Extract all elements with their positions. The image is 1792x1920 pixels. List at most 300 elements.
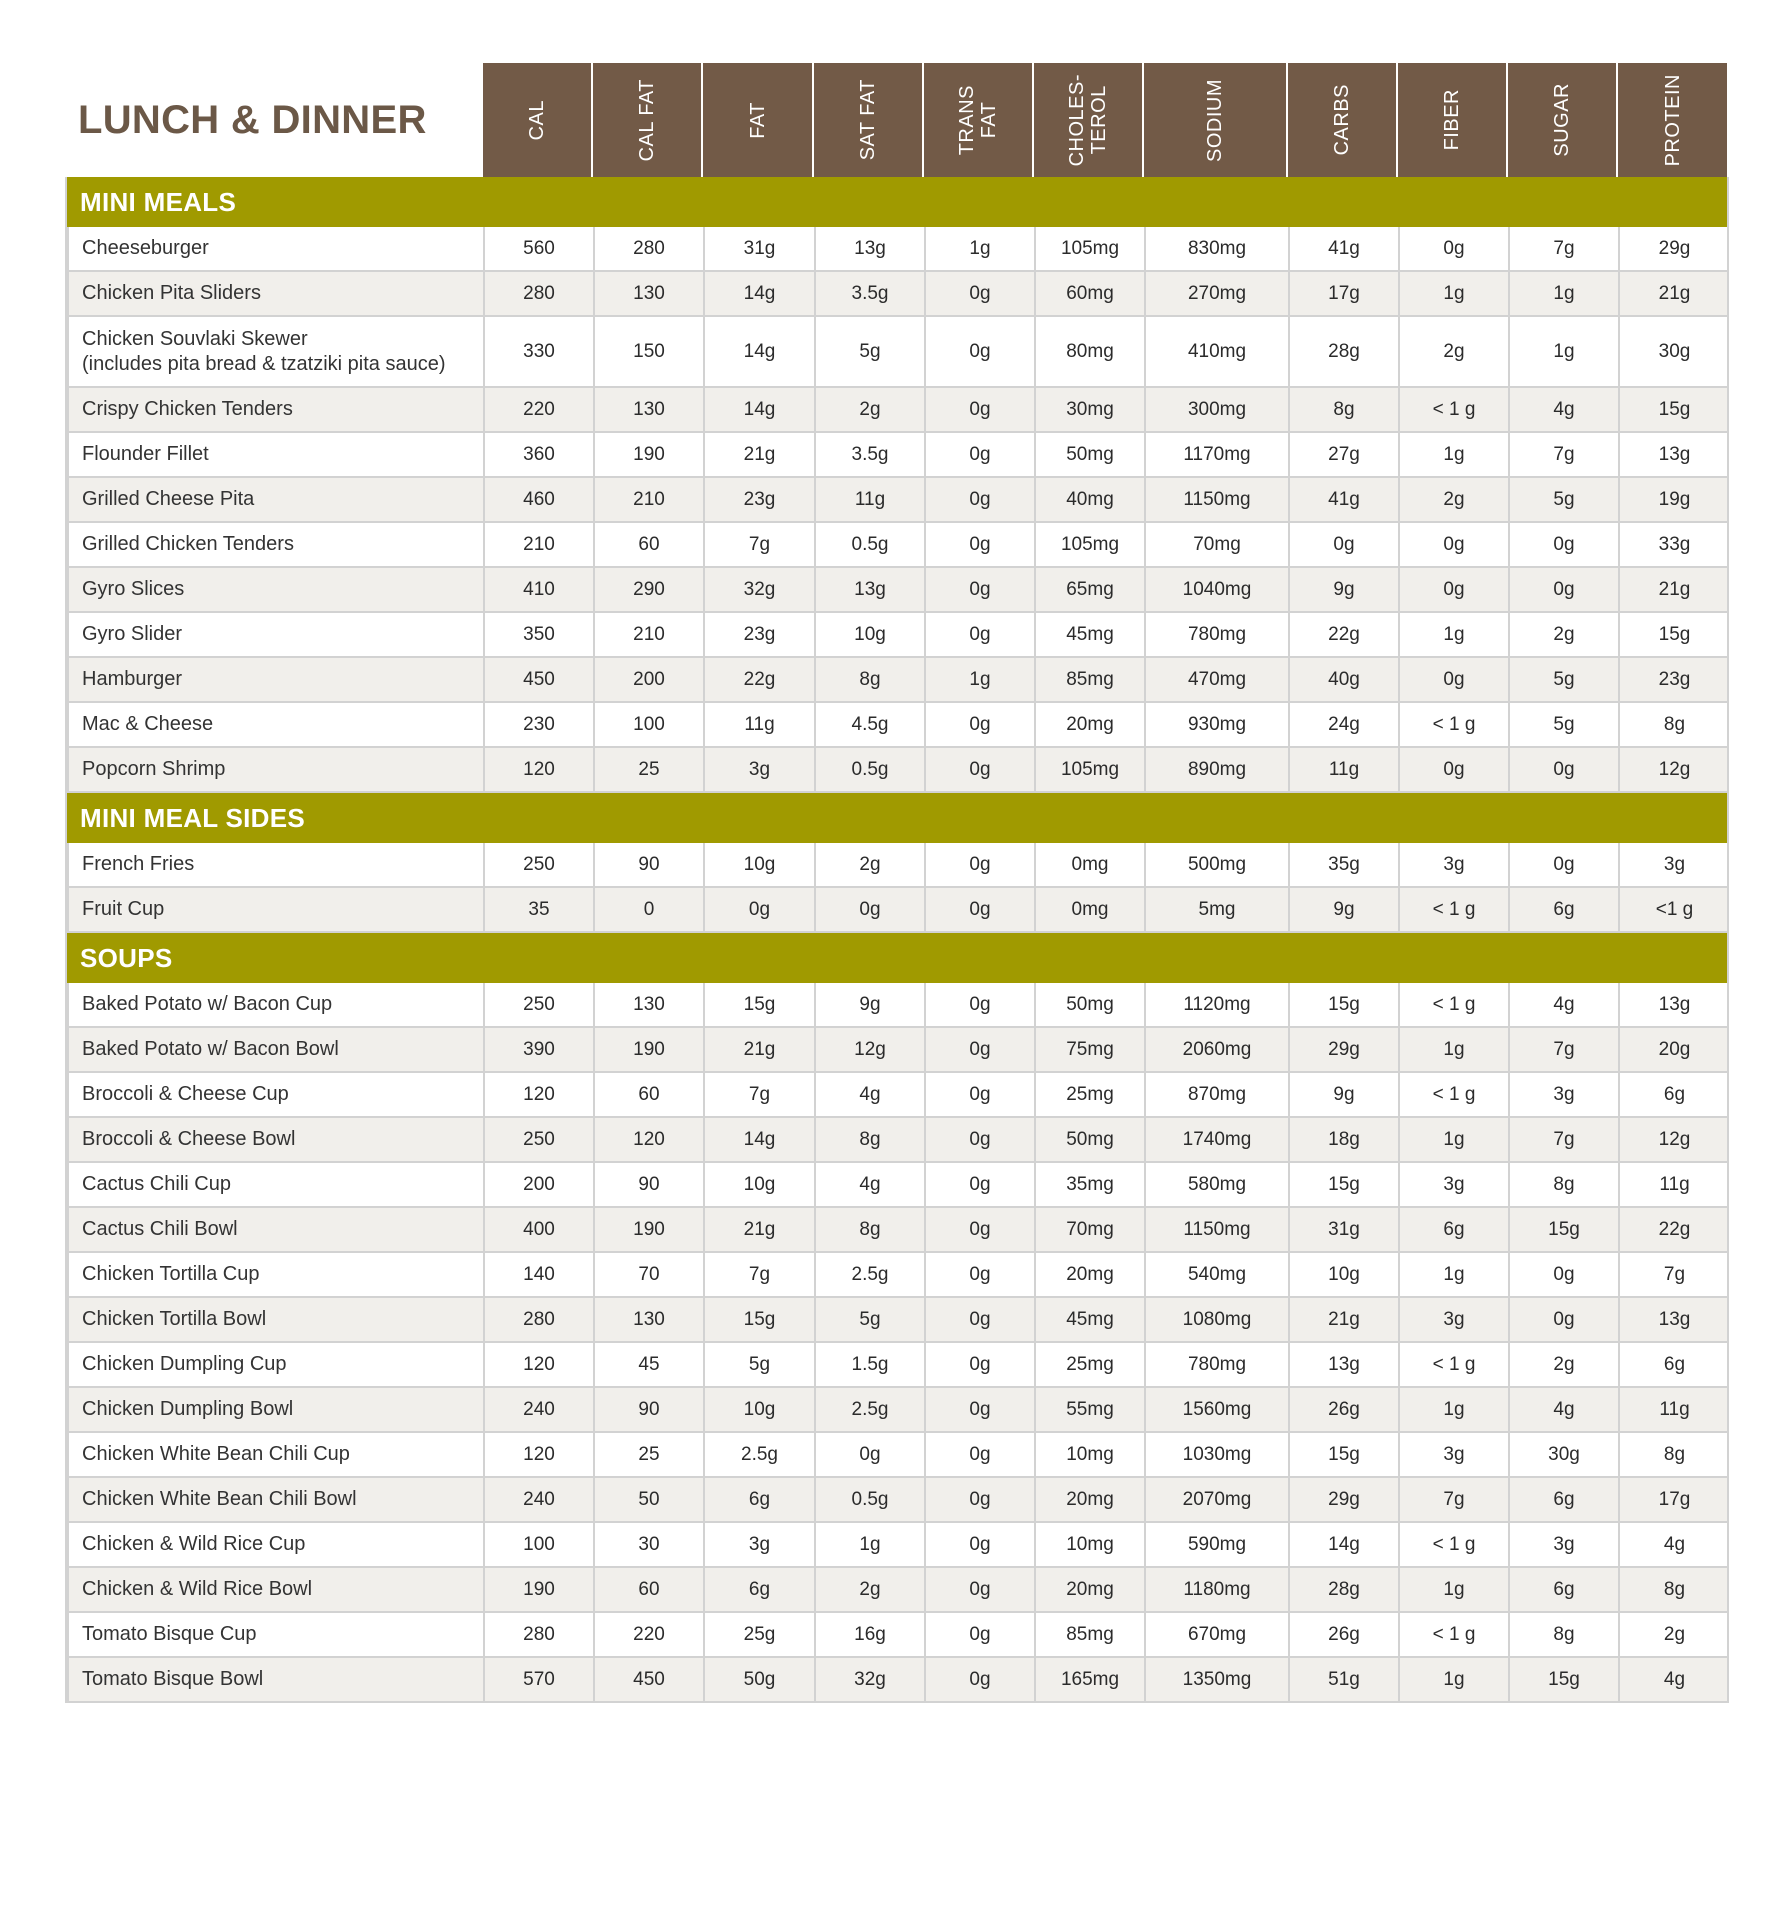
nutrient-value: 70mg — [1144, 523, 1288, 566]
nutrient-value: 390 — [483, 1028, 593, 1071]
column-header — [1286, 63, 1396, 177]
nutrient-value: 0g — [924, 843, 1034, 886]
nutrient-value: 400 — [483, 1208, 593, 1251]
section-header: MINI MEALS — [67, 177, 1727, 227]
column-header — [812, 63, 922, 177]
item-name-text: Flounder Fillet — [82, 443, 209, 465]
nutrient-value: 1030mg — [1144, 1433, 1288, 1476]
nutrient-value: 4g — [1508, 983, 1618, 1026]
nutrient-value: 4g — [814, 1073, 924, 1116]
nutrient-value: 41g — [1288, 478, 1398, 521]
nutrient-value: < 1 g — [1398, 388, 1508, 431]
nutrient-value: 55mg — [1034, 1388, 1144, 1431]
item-name — [67, 568, 483, 611]
nutrient-value: 450 — [593, 1658, 703, 1701]
item-name — [67, 1613, 483, 1656]
item-name — [67, 1568, 483, 1611]
nutrient-value: 17g — [1618, 1478, 1729, 1521]
nutrient-value: 0g — [924, 523, 1034, 566]
nutrient-value: 0g — [1398, 523, 1508, 566]
nutrient-value: 14g — [703, 1118, 814, 1161]
nutrient-value: 22g — [1288, 613, 1398, 656]
table-row — [67, 272, 1727, 317]
nutrient-value: 0g — [924, 1343, 1034, 1386]
item-name — [67, 1478, 483, 1521]
nutrient-value: 8g — [1288, 388, 1398, 431]
column-header-label: CAL FAT — [636, 78, 658, 162]
page-title: LUNCH & DINNER — [65, 63, 481, 177]
item-name-text: Popcorn Shrimp — [82, 758, 226, 780]
nutrient-value: 830mg — [1144, 227, 1288, 270]
nutrient-value: 1350mg — [1144, 1658, 1288, 1701]
nutrient-value: 11g — [1618, 1388, 1729, 1431]
item-name-text: Broccoli & Cheese Cup — [82, 1083, 289, 1105]
column-header-label: FAT — [746, 101, 769, 139]
nutrient-value: 4g — [814, 1163, 924, 1206]
nutrient-value: 50mg — [1034, 1118, 1144, 1161]
table-row — [67, 843, 1727, 888]
nutrient-value: 780mg — [1144, 613, 1288, 656]
nutrient-value: 25mg — [1034, 1073, 1144, 1116]
nutrient-value: 22g — [1618, 1208, 1729, 1251]
nutrient-value: 0g — [924, 388, 1034, 431]
nutrient-value: 33g — [1618, 523, 1729, 566]
nutrient-value: 13g — [814, 227, 924, 270]
nutrient-value: 5g — [814, 1298, 924, 1341]
nutrient-value: 11g — [703, 703, 814, 746]
nutrient-value: 12g — [1618, 1118, 1729, 1161]
nutrient-value: 1150mg — [1144, 1208, 1288, 1251]
table-body — [65, 177, 1729, 1703]
nutrient-value: 35 — [483, 888, 593, 931]
nutrient-value: 2g — [1618, 1613, 1729, 1656]
nutrient-value: 1120mg — [1144, 983, 1288, 1026]
column-header — [1616, 63, 1727, 177]
nutrient-value: 0g — [1508, 1253, 1618, 1296]
nutrient-value: 18g — [1288, 1118, 1398, 1161]
nutrient-value: 0.5g — [814, 523, 924, 566]
nutrient-value: 30 — [593, 1523, 703, 1566]
nutrient-value: 410mg — [1144, 317, 1288, 386]
item-name — [67, 703, 483, 746]
nutrient-value: 10g — [703, 1163, 814, 1206]
item-name-text: Chicken White Bean Chili Bowl — [82, 1488, 357, 1510]
nutrient-value: 500mg — [1144, 843, 1288, 886]
nutrient-value: 6g — [703, 1568, 814, 1611]
nutrient-value: 2.5g — [814, 1253, 924, 1296]
nutrient-value: 60 — [593, 523, 703, 566]
nutrient-value: 0g — [1508, 568, 1618, 611]
nutrient-value: 35mg — [1034, 1163, 1144, 1206]
nutrient-value: 6g — [703, 1478, 814, 1521]
nutrient-value: 0mg — [1034, 843, 1144, 886]
nutrient-value: < 1 g — [1398, 1613, 1508, 1656]
table-row — [67, 1568, 1727, 1613]
nutrient-value: 280 — [483, 1613, 593, 1656]
nutrient-value: 5mg — [1144, 888, 1288, 931]
nutrient-value: 1740mg — [1144, 1118, 1288, 1161]
nutrient-value: 3g — [1398, 1298, 1508, 1341]
table-row — [67, 568, 1727, 613]
nutrient-value: 50g — [703, 1658, 814, 1701]
nutrient-value: 0g — [1508, 843, 1618, 886]
nutrient-value: 1150mg — [1144, 478, 1288, 521]
nutrient-value: 1g — [1398, 1568, 1508, 1611]
nutrient-value: 70 — [593, 1253, 703, 1296]
nutrient-value: 26g — [1288, 1613, 1398, 1656]
column-header-label: SAT FAT — [857, 79, 879, 161]
nutrient-value: 105mg — [1034, 523, 1144, 566]
nutrient-value: 130 — [593, 388, 703, 431]
column-header-label: TRANS FAT — [956, 84, 1000, 156]
nutrient-value: 90 — [593, 843, 703, 886]
nutrient-value: 29g — [1288, 1028, 1398, 1071]
nutrient-value: 6g — [1618, 1073, 1729, 1116]
nutrient-value: 1560mg — [1144, 1388, 1288, 1431]
nutrient-value: 250 — [483, 843, 593, 886]
nutrient-value: 21g — [1618, 568, 1729, 611]
nutrient-value: 240 — [483, 1388, 593, 1431]
nutrient-value: 150 — [593, 317, 703, 386]
nutrient-value: 590mg — [1144, 1523, 1288, 1566]
column-header — [1396, 63, 1506, 177]
nutrient-value: 1080mg — [1144, 1298, 1288, 1341]
item-name — [67, 843, 483, 886]
nutrient-value: 2g — [1508, 613, 1618, 656]
nutrient-value: 1g — [1398, 1118, 1508, 1161]
nutrient-value: 0g — [924, 1568, 1034, 1611]
item-name — [67, 888, 483, 931]
nutrient-value: 450 — [483, 658, 593, 701]
nutrient-value: 1g — [1398, 1253, 1508, 1296]
item-name-text: Cactus Chili Bowl — [82, 1218, 238, 1240]
nutrient-value: 25g — [703, 1613, 814, 1656]
nutrient-value: 23g — [1618, 658, 1729, 701]
nutrient-value: 5g — [703, 1343, 814, 1386]
nutrient-value: 12g — [1618, 748, 1729, 791]
nutrient-value: 300mg — [1144, 388, 1288, 431]
nutrient-value: 90 — [593, 1163, 703, 1206]
nutrient-value: 1g — [1508, 272, 1618, 315]
nutrient-value: 30mg — [1034, 388, 1144, 431]
nutrient-value: 130 — [593, 1298, 703, 1341]
item-name — [67, 1388, 483, 1431]
table-row — [67, 658, 1727, 703]
nutrient-value: 7g — [1508, 1118, 1618, 1161]
nutrient-value: 0g — [924, 1028, 1034, 1071]
nutrient-value: 21g — [703, 433, 814, 476]
nutrient-value: 470mg — [1144, 658, 1288, 701]
table-row — [67, 613, 1727, 658]
nutrient-value: 0.5g — [814, 1478, 924, 1521]
nutrient-value: 250 — [483, 983, 593, 1026]
nutrient-value: 3g — [703, 1523, 814, 1566]
nutrient-value: 7g — [703, 1253, 814, 1296]
item-name-text: Grilled Chicken Tenders — [82, 533, 294, 555]
item-name-text: Chicken White Bean Chili Cup — [82, 1443, 350, 1465]
nutrient-value: 0g — [924, 1388, 1034, 1431]
item-name — [67, 1298, 483, 1341]
nutrient-value: < 1 g — [1398, 1523, 1508, 1566]
nutrient-value: 2g — [1508, 1343, 1618, 1386]
item-name-text: Gyro Slices — [82, 578, 185, 600]
table-row — [67, 1343, 1727, 1388]
nutrient-value: 31g — [1288, 1208, 1398, 1251]
nutrient-value: 0g — [924, 1523, 1034, 1566]
nutrient-value: 190 — [593, 1028, 703, 1071]
nutrient-value: 930mg — [1144, 703, 1288, 746]
table-row — [67, 1163, 1727, 1208]
nutrient-value: 210 — [483, 523, 593, 566]
nutrient-value: 3g — [1398, 843, 1508, 886]
nutrient-value: 21g — [1618, 272, 1729, 315]
nutrient-value: 50 — [593, 1478, 703, 1521]
nutrient-value: 10g — [703, 843, 814, 886]
nutrient-value: 11g — [1618, 1163, 1729, 1206]
nutrient-value: 3g — [1508, 1073, 1618, 1116]
nutrient-value: < 1 g — [1398, 1073, 1508, 1116]
nutrient-value: 330 — [483, 317, 593, 386]
nutrient-value: 0g — [924, 317, 1034, 386]
nutrient-value: 30g — [1618, 317, 1729, 386]
nutrient-value: 8g — [814, 1118, 924, 1161]
nutrient-value: 7g — [703, 1073, 814, 1116]
nutrient-value: 3g — [703, 748, 814, 791]
item-name — [67, 1343, 483, 1386]
item-name — [67, 1658, 483, 1701]
nutrient-value: 3.5g — [814, 433, 924, 476]
column-header-label: CHOLES- TEROL — [1066, 73, 1110, 167]
nutrient-value: 65mg — [1034, 568, 1144, 611]
nutrient-value: 32g — [703, 568, 814, 611]
item-name — [67, 272, 483, 315]
nutrient-value: 0g — [924, 983, 1034, 1026]
item-name — [67, 658, 483, 701]
item-name — [67, 1523, 483, 1566]
nutrient-value: 10g — [703, 1388, 814, 1431]
nutrient-value: 15g — [1618, 388, 1729, 431]
nutrient-value: 9g — [1288, 888, 1398, 931]
nutrient-value: 190 — [593, 433, 703, 476]
nutrient-value: 350 — [483, 613, 593, 656]
nutrient-value: 50mg — [1034, 983, 1144, 1026]
nutrient-value: < 1 g — [1398, 983, 1508, 1026]
nutrient-value: 75mg — [1034, 1028, 1144, 1071]
nutrient-value: 13g — [1618, 433, 1729, 476]
nutrient-value: 120 — [593, 1118, 703, 1161]
item-name-text: Chicken & Wild Rice Cup — [82, 1533, 306, 1555]
nutrient-value: 25 — [593, 1433, 703, 1476]
nutrient-value: 90 — [593, 1388, 703, 1431]
nutrient-value: 0g — [924, 1163, 1034, 1206]
item-name-text: Grilled Cheese Pita — [82, 488, 255, 510]
nutrient-value: 40mg — [1034, 478, 1144, 521]
nutrient-value: 100 — [593, 703, 703, 746]
nutrient-value: 9g — [1288, 1073, 1398, 1116]
nutrient-value: 45mg — [1034, 1298, 1144, 1341]
nutrient-value: 20mg — [1034, 1478, 1144, 1521]
nutrient-value: 280 — [593, 227, 703, 270]
table-row — [67, 1208, 1727, 1253]
nutrient-value: 85mg — [1034, 1613, 1144, 1656]
item-name-text: Chicken Tortilla Bowl — [82, 1308, 267, 1330]
item-name — [67, 388, 483, 431]
nutrient-value: 120 — [483, 1073, 593, 1116]
nutrient-value: 220 — [483, 388, 593, 431]
nutrient-value: 7g — [703, 523, 814, 566]
nutrient-value: 2g — [814, 843, 924, 886]
nutrient-value: 580mg — [1144, 1163, 1288, 1206]
nutrient-value: 3g — [1618, 843, 1729, 886]
nutrient-value: 15g — [1508, 1658, 1618, 1701]
nutrient-value: 0g — [924, 703, 1034, 746]
nutrient-value: 130 — [593, 272, 703, 315]
column-header-label: PROTEIN — [1661, 73, 1684, 167]
nutrient-value: 20mg — [1034, 703, 1144, 746]
nutrient-value: 540mg — [1144, 1253, 1288, 1296]
nutrient-value: 14g — [703, 388, 814, 431]
nutrient-value: 0g — [924, 568, 1034, 611]
column-header — [481, 63, 591, 177]
nutrient-value: 0g — [1398, 227, 1508, 270]
item-name — [67, 317, 483, 386]
nutrient-value: 11g — [814, 478, 924, 521]
nutrient-value: 1180mg — [1144, 1568, 1288, 1611]
nutrient-value: 2g — [814, 1568, 924, 1611]
nutrient-value: 190 — [593, 1208, 703, 1251]
nutrient-value: 240 — [483, 1478, 593, 1521]
nutrient-value: 2g — [814, 388, 924, 431]
item-name-text: Baked Potato w/ Bacon Cup — [82, 993, 333, 1015]
item-name-text: Cactus Chili Cup — [82, 1173, 231, 1195]
nutrient-value: 13g — [814, 568, 924, 611]
nutrient-value: 140 — [483, 1253, 593, 1296]
nutrient-value: 6g — [1508, 888, 1618, 931]
nutrient-value: 1.5g — [814, 1343, 924, 1386]
nutrient-value: 80mg — [1034, 317, 1144, 386]
nutrient-value: 14g — [703, 317, 814, 386]
table-row — [67, 1523, 1727, 1568]
table-row — [67, 1658, 1727, 1703]
table-row — [67, 983, 1727, 1028]
nutrient-value: 85mg — [1034, 658, 1144, 701]
nutrient-value: 0g — [924, 1613, 1034, 1656]
nutrient-value: 7g — [1398, 1478, 1508, 1521]
nutrient-value: 4.5g — [814, 703, 924, 746]
item-name — [67, 983, 483, 1026]
nutrient-value: 410 — [483, 568, 593, 611]
nutrient-value: 210 — [593, 613, 703, 656]
nutrient-value: 1g — [1398, 272, 1508, 315]
item-name — [67, 227, 483, 270]
nutrient-value: 105mg — [1034, 227, 1144, 270]
nutrient-value: 10mg — [1034, 1433, 1144, 1476]
nutrient-value: 9g — [1288, 568, 1398, 611]
nutrient-value: 41g — [1288, 227, 1398, 270]
nutrient-value: 7g — [1618, 1253, 1729, 1296]
nutrient-value: 5g — [814, 317, 924, 386]
nutrient-value: 1040mg — [1144, 568, 1288, 611]
item-name — [67, 1433, 483, 1476]
nutrient-value: 0g — [924, 1478, 1034, 1521]
nutrient-value: 24g — [1288, 703, 1398, 746]
nutrient-value: 10mg — [1034, 1523, 1144, 1566]
item-name-text: Cheeseburger — [82, 237, 209, 259]
nutrition-table — [65, 63, 1729, 1703]
nutrient-value: 14g — [1288, 1523, 1398, 1566]
column-header-label: SODIUM — [1204, 78, 1226, 162]
item-name — [67, 1163, 483, 1206]
nutrient-value: 20g — [1618, 1028, 1729, 1071]
column-header — [1032, 63, 1142, 177]
item-name-text: Chicken Dumpling Cup — [82, 1353, 287, 1375]
nutrient-value: 7g — [1508, 1028, 1618, 1071]
nutrient-value: 0g — [814, 1433, 924, 1476]
nutrient-value: 1g — [1398, 613, 1508, 656]
nutrient-value: 270mg — [1144, 272, 1288, 315]
nutrient-value: 0 — [593, 888, 703, 931]
nutrient-value: 0g — [703, 888, 814, 931]
nutrient-value: 8g — [814, 658, 924, 701]
nutrient-value: 460 — [483, 478, 593, 521]
nutrient-value: 560 — [483, 227, 593, 270]
table-row — [67, 478, 1727, 523]
table-row — [67, 1028, 1727, 1073]
nutrient-value: < 1 g — [1398, 888, 1508, 931]
nutrient-value: 3g — [1398, 1433, 1508, 1476]
nutrient-value: 10g — [1288, 1253, 1398, 1296]
nutrient-value: 2g — [1398, 317, 1508, 386]
item-name-text: Hamburger — [82, 668, 183, 690]
item-name-text: Gyro Slider — [82, 623, 183, 645]
nutrient-value: 27g — [1288, 433, 1398, 476]
table-row — [67, 1478, 1727, 1523]
column-header — [1142, 63, 1286, 177]
nutrient-value: 7g — [1508, 227, 1618, 270]
nutrient-value: 14g — [703, 272, 814, 315]
nutrient-value: 0g — [1398, 748, 1508, 791]
column-header — [922, 63, 1032, 177]
nutrient-value: 23g — [703, 613, 814, 656]
nutrient-value: 15g — [703, 983, 814, 1026]
nutrient-value: < 1 g — [1398, 703, 1508, 746]
nutrient-value: 1170mg — [1144, 433, 1288, 476]
table-row — [67, 1613, 1727, 1658]
item-name — [67, 1028, 483, 1071]
nutrient-value: 200 — [593, 658, 703, 701]
nutrient-value: 280 — [483, 1298, 593, 1341]
nutrient-value: 8g — [1618, 1433, 1729, 1476]
nutrient-value: 45mg — [1034, 613, 1144, 656]
nutrient-value: 51g — [1288, 1658, 1398, 1701]
nutrient-value: 6g — [1508, 1478, 1618, 1521]
nutrient-value: 15g — [1288, 983, 1398, 1026]
nutrient-value: 19g — [1618, 478, 1729, 521]
item-name-text: Tomato Bisque Cup — [82, 1623, 257, 1645]
column-header-label: SUGAR — [1551, 83, 1573, 157]
item-name-text: Broccoli & Cheese Bowl — [82, 1128, 296, 1150]
item-name-text: French Fries — [82, 853, 195, 875]
nutrient-value: 4g — [1618, 1523, 1729, 1566]
item-name-text: Chicken & Wild Rice Bowl — [82, 1578, 313, 1600]
column-header — [591, 63, 701, 177]
nutrient-value: 165mg — [1034, 1658, 1144, 1701]
table-row — [67, 1118, 1727, 1163]
nutrient-value: 60mg — [1034, 272, 1144, 315]
nutrient-value: 11g — [1288, 748, 1398, 791]
nutrient-value: 890mg — [1144, 748, 1288, 791]
nutrient-value: 200 — [483, 1163, 593, 1206]
